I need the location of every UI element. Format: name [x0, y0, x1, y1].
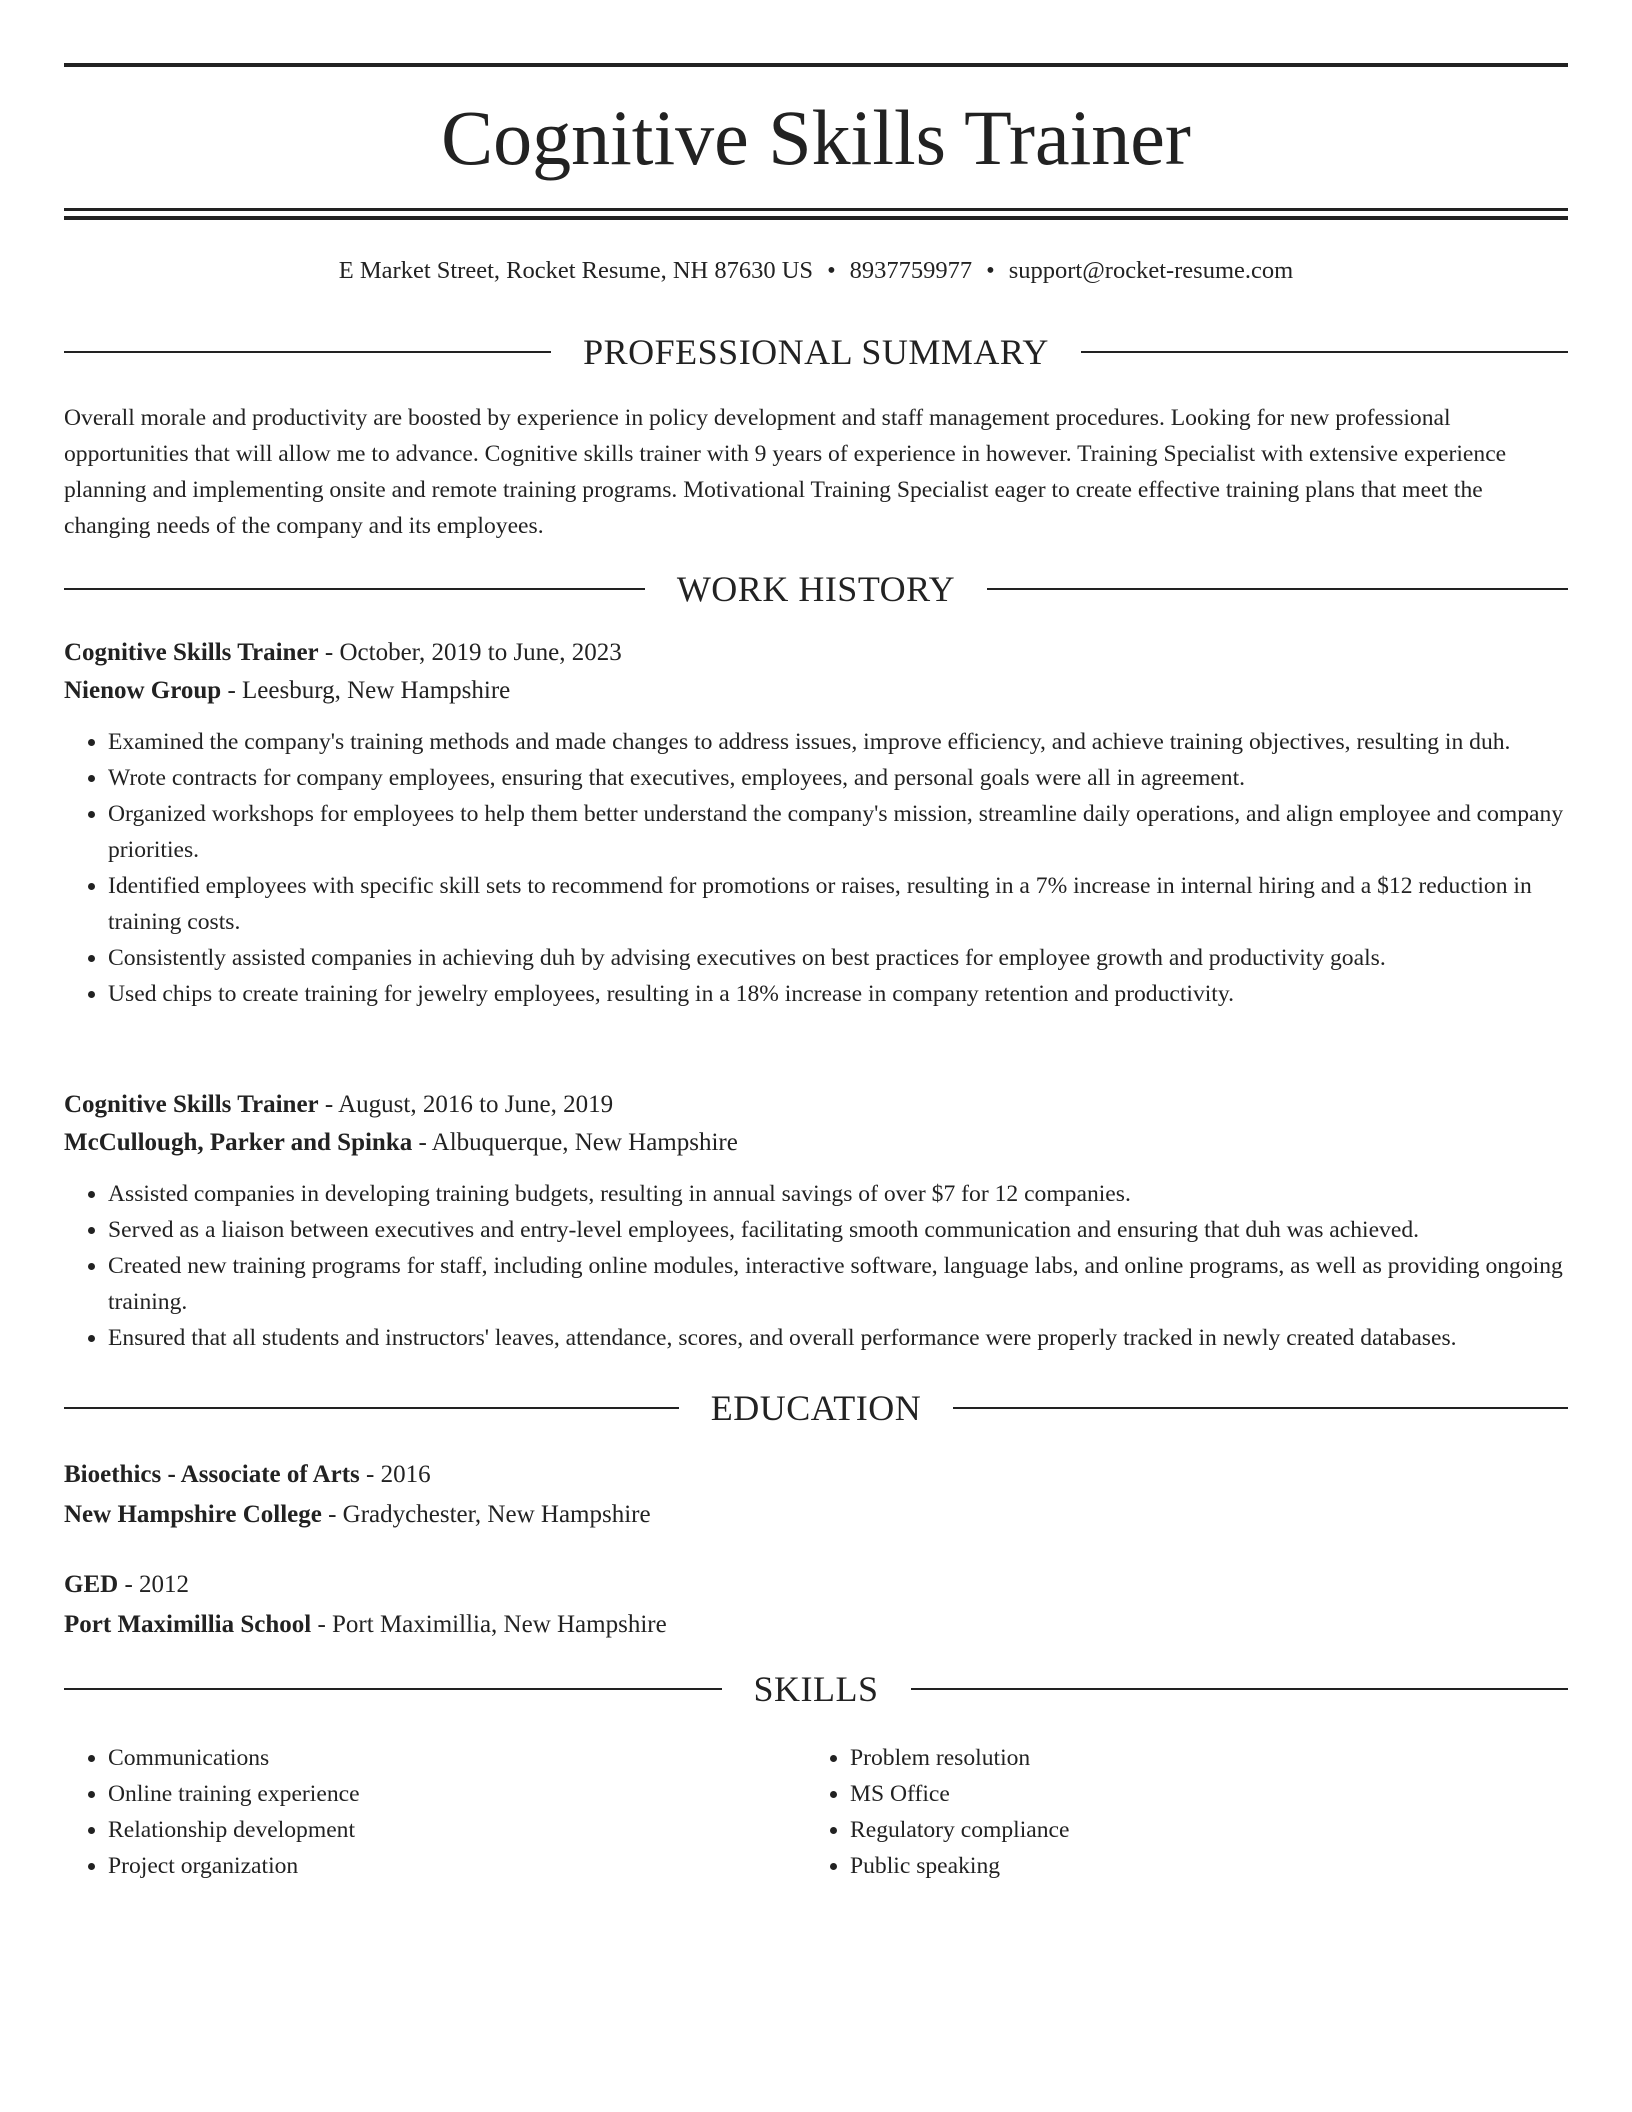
heading-rule-left	[64, 588, 645, 590]
job-bullet: • Used chips to create training for jewelry employees, resulting in a 18% increase in company retention and productivity.	[108, 976, 1568, 1012]
education-entry	[64, 1565, 1568, 1645]
job-title: Cognitive Skills Trainer	[64, 639, 319, 666]
skill-item: • Problem resolution	[850, 1740, 1506, 1776]
job-bullet: • Organized workshops for employees to help them better understand the company's mission, streamline daily operations, and align employee and company priorities.	[108, 796, 1568, 868]
job-location: - Albuquerque, New Hampshire	[412, 1129, 738, 1156]
education-school: New Hampshire College	[64, 1501, 322, 1528]
education-school-line	[64, 1495, 1568, 1535]
top-rule	[64, 63, 1568, 67]
skill-item: • Project organization	[108, 1848, 764, 1884]
education-entry	[64, 1455, 1568, 1535]
header-rule-lower	[64, 216, 1568, 220]
education-school: Port Maximillia School	[64, 1611, 312, 1638]
education-degree-line	[64, 1565, 1568, 1605]
skill-item: • Relationship development	[108, 1812, 764, 1848]
education-degree-line	[64, 1455, 1568, 1495]
contact-separator: •	[986, 257, 995, 284]
job-bullet: • Served as a liaison between executives and entry-level employees, facilitating smooth communication and ensuring that duh was achieved.	[108, 1212, 1568, 1248]
job-bullet: • Created new training programs for staff, including online modules, interactive software, language labs, and online programs, as well as providing ongoing training.	[108, 1248, 1568, 1320]
summary-text: Overall morale and productivity are boosted by experience in policy development and staff management procedures. Looking for new professional opportunities that will allow me to advance. Cognitive skills trainer with 9 years of experience in however. Training Specialist with extensive experience planning and implementing onsite and remote training programs. Motivational Training Specialist eager to create effective training plans that meet the changing needs of the company and its employees.	[64, 405, 1507, 539]
section-heading-education	[64, 1386, 1568, 1430]
job-company-line	[64, 1124, 1568, 1162]
education-year: - 2012	[118, 1571, 190, 1598]
heading-rule-right	[987, 588, 1568, 590]
job-bullets	[64, 724, 1568, 1012]
section-title: SKILLS	[753, 1669, 879, 1709]
job-bullet: • Examined the company's training methods and made changes to address issues, improve efficiency, and achieve training objectives, resulting in duh.	[108, 724, 1568, 760]
job-title-line	[64, 634, 1568, 672]
skill-item: • Online training experience	[108, 1776, 764, 1812]
job-bullet: • Ensured that all students and instructors' leaves, attendance, scores, and overall performance were properly tracked in newly created databases.	[108, 1320, 1568, 1356]
heading-rule-right	[953, 1407, 1568, 1409]
heading-rule-right	[1081, 351, 1568, 353]
contact-email: support@rocket-resume.com	[1008, 257, 1294, 284]
section-heading-summary	[64, 330, 1568, 374]
heading-rule-left	[64, 1688, 722, 1690]
job-bullet: • Wrote contracts for company employees, ensuring that executives, employees, and personal goals were all in agreement.	[108, 760, 1568, 796]
education-school-line	[64, 1605, 1568, 1645]
skill-item: • Public speaking	[850, 1848, 1506, 1884]
education-degree: Bioethics - Associate of Arts	[64, 1461, 360, 1488]
job-dates: - August, 2016 to June, 2019	[318, 1091, 614, 1118]
job-company-line	[64, 672, 1568, 710]
job-title-line	[64, 1086, 1568, 1124]
contact-address: E Market Street, Rocket Resume, NH 87630 US	[338, 257, 814, 284]
contact-phone: 8937759977	[849, 257, 973, 284]
education-location: - Port Maximillia, New Hampshire	[311, 1611, 667, 1638]
skills-column-left	[64, 1740, 764, 1884]
section-heading-work-history	[64, 567, 1568, 611]
section-title: PROFESSIONAL SUMMARY	[583, 332, 1049, 372]
contact-info	[64, 254, 1568, 288]
skills-list	[806, 1740, 1506, 1884]
contact-separator: •	[827, 257, 836, 284]
job-bullet: • Identified employees with specific skill sets to recommend for promotions or raises, resulting in a 7% increase in internal hiring and a $12 reduction in training costs.	[108, 868, 1568, 940]
section-title: WORK HISTORY	[676, 569, 956, 609]
job-location: - Leesburg, New Hampshire	[221, 677, 511, 704]
job-bullets	[64, 1176, 1568, 1356]
skills-column-right	[806, 1740, 1506, 1884]
job-entry	[64, 1086, 1568, 1356]
section-title: EDUCATION	[710, 1388, 922, 1428]
heading-rule-right	[911, 1688, 1569, 1690]
education-location: - Gradychester, New Hampshire	[321, 1501, 651, 1528]
skill-item: • MS Office	[850, 1776, 1506, 1812]
job-title: Cognitive Skills Trainer	[64, 1091, 319, 1118]
heading-rule-left	[64, 351, 551, 353]
skill-item: • Communications	[108, 1740, 764, 1776]
job-company: McCullough, Parker and Spinka	[64, 1129, 413, 1156]
candidate-name: Cognitive Skills Trainer	[441, 94, 1191, 181]
skills-list	[64, 1740, 764, 1884]
job-company: Nienow Group	[64, 677, 222, 704]
heading-rule-left	[64, 1407, 679, 1409]
job-bullet: • Assisted companies in developing training budgets, resulting in annual savings of over $7 for 12 companies.	[108, 1176, 1568, 1212]
job-bullet: • Consistently assisted companies in achieving duh by advising executives on best practices for employee growth and productivity goals.	[108, 940, 1568, 976]
job-entry	[64, 634, 1568, 1012]
education-degree: GED	[64, 1571, 119, 1598]
section-heading-skills	[64, 1667, 1568, 1711]
skill-item: • Regulatory compliance	[850, 1812, 1506, 1848]
job-dates: - October, 2019 to June, 2023	[318, 639, 622, 666]
header-rule-upper	[64, 208, 1568, 211]
education-year: - 2016	[359, 1461, 431, 1488]
